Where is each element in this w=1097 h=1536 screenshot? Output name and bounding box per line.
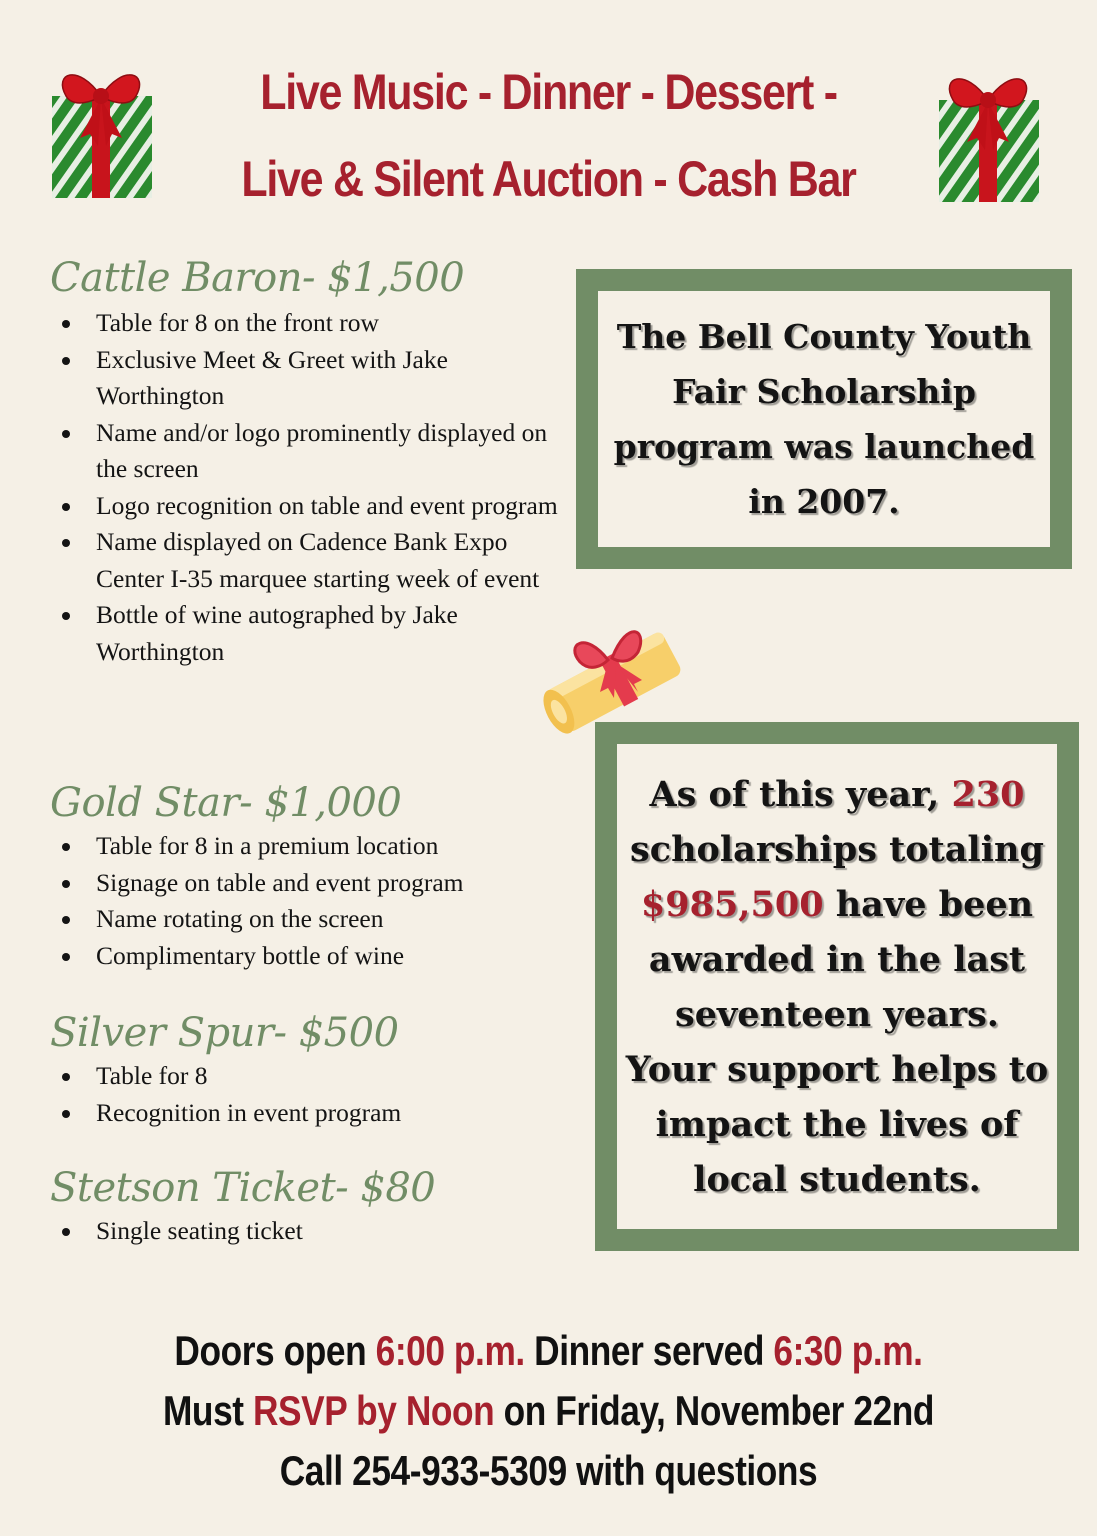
benefit-item: Table for 8 [60, 1058, 580, 1095]
benefit-item: Exclusive Meet & Greet with Jake Worthington [60, 342, 580, 415]
benefits-list-cattle-baron [60, 305, 580, 670]
benefit-item: Logo recognition on table and event program [60, 488, 580, 525]
header-line-2: Live & Silent Auction - Cash Bar [241, 151, 856, 207]
footer-contact: Call 254-933-5309 with questions [279, 1447, 818, 1494]
footer-times: Doors open 6:00 p.m. Dinner served 6:30 p.m. [174, 1327, 923, 1374]
tier-title-silver-spur: Silver Spur- $500 [50, 1010, 399, 1056]
header-line-1: Live Music - Dinner - Dessert - [260, 64, 837, 120]
rsvp-deadline: RSVP by Noon [252, 1387, 495, 1434]
benefit-item: Table for 8 in a premium location [60, 828, 580, 865]
benefit-item: Single seating ticket [60, 1213, 580, 1250]
benefit-item: Name and/or logo prominently displayed on the screen [60, 415, 580, 488]
history-text: The Bell County Youth Fair Scholarship program was launched in 2007. [613, 317, 1035, 521]
benefit-item: Recognition in event program [60, 1095, 580, 1132]
tier-title-stetson-ticket: Stetson Ticket- $80 [50, 1165, 436, 1211]
doors-open-time: 6:00 p.m. [375, 1327, 525, 1374]
benefit-item: Bottle of wine autographed by Jake Worthington [60, 597, 580, 670]
benefit-item: Signage on table and event program [60, 865, 580, 902]
benefits-list-silver-spur [60, 1058, 580, 1131]
benefit-item: Name displayed on Cadence Bank Expo Center I-35 marquee starting week of event [60, 524, 580, 597]
benefits-list-gold-star [60, 828, 580, 974]
impact-info-box [595, 722, 1079, 1251]
benefit-item: Table for 8 on the front row [60, 305, 580, 342]
scholarship-count: 230 [951, 773, 1025, 815]
benefits-list-stetson-ticket [60, 1213, 580, 1250]
scholarship-total-amount: $985,500 [640, 883, 824, 925]
impact-text: As of this year, 230 scholarships totaling $985,500 have been awarded in the last seventeen years. Your support helps to impact the lives of local students. [625, 773, 1049, 1200]
footer-rsvp: Must RSVP by Noon on Friday, November 22nd [162, 1387, 935, 1434]
tier-title-gold-star: Gold Star- $1,000 [50, 780, 402, 826]
benefit-item: Name rotating on the screen [60, 901, 580, 938]
tier-title-cattle-baron: Cattle Baron- $1,500 [50, 255, 465, 301]
benefit-item: Complimentary bottle of wine [60, 938, 580, 975]
history-info-box [576, 269, 1072, 569]
dinner-time: 6:30 p.m. [773, 1327, 923, 1374]
